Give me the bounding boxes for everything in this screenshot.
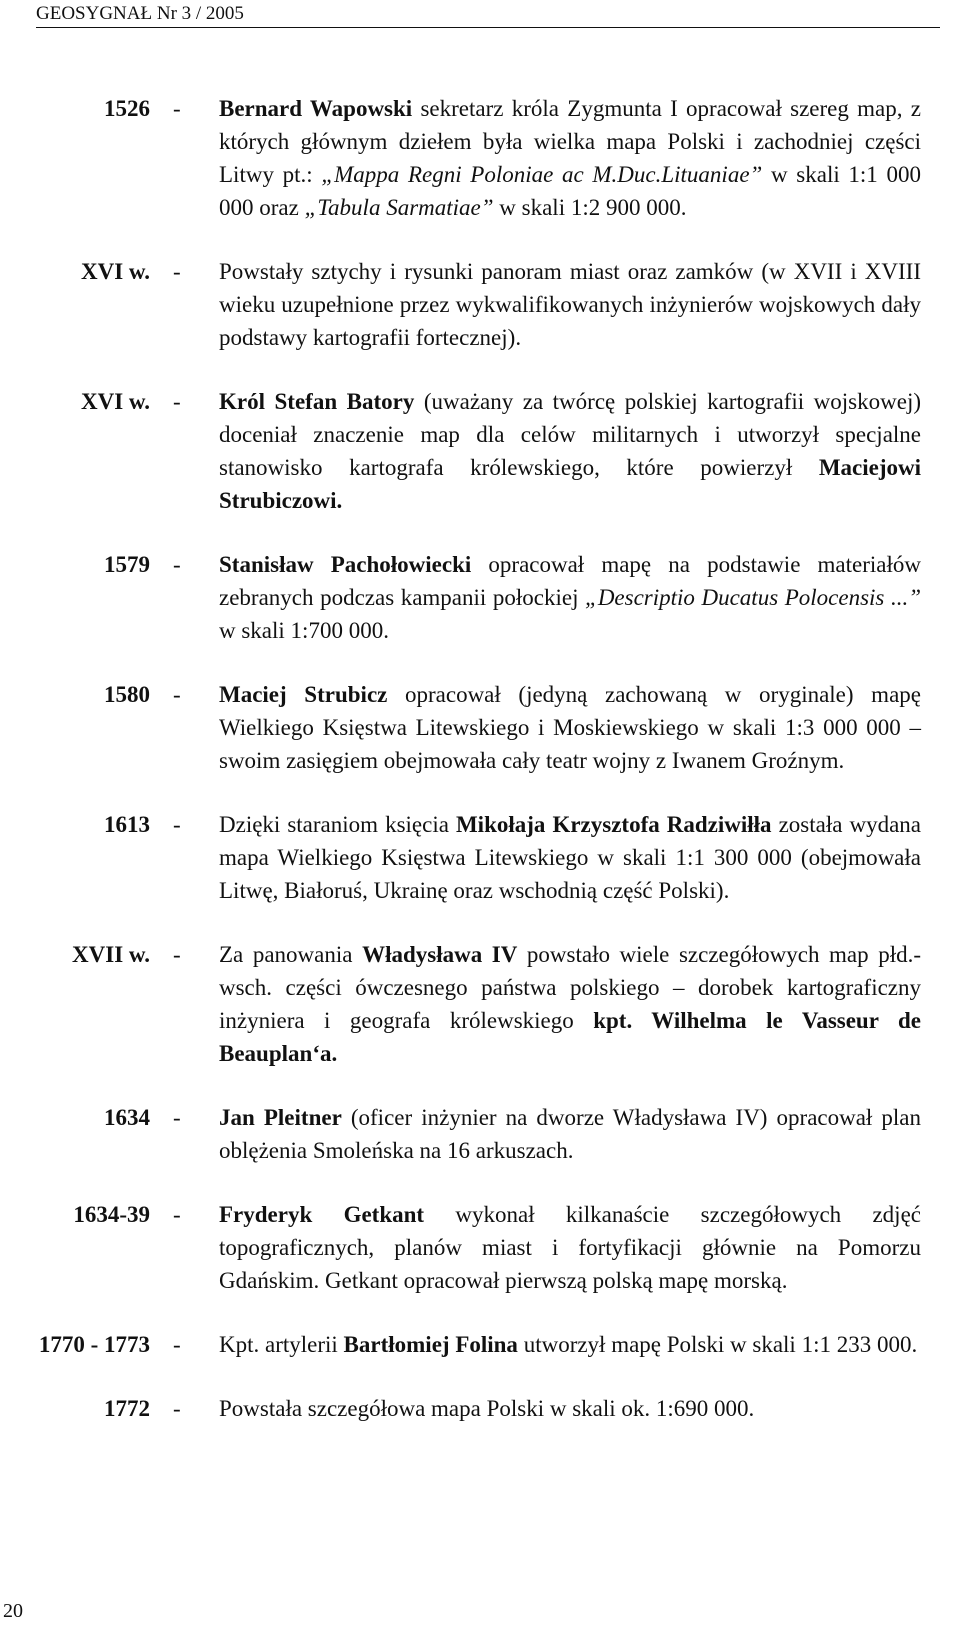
entry-text: Kpt. artylerii Bartłomiej Folina utworzył mapę Polski w skali 1:1 233 000. [219, 1332, 918, 1357]
entry-dash: - [173, 96, 181, 121]
running-header: GEOSYGNAŁ Nr 3 / 2005 [36, 2, 940, 28]
entry-dash: - [173, 389, 181, 414]
entry-dash: - [173, 682, 181, 707]
entry-text: Maciej Strubicz opracował (jedyną zachowaną w oryginale) mapę Wielkiego Księstwa Litewskiego i Moskiewskiego w skali 1:3 000 000 – swoim zasięgiem obejmowała cały teatr wojny z Iwanem Groźnym. [219, 682, 921, 773]
entry-dash: - [173, 1202, 181, 1227]
entry-text: Powstała szczegółowa mapa Polski w skali ok. 1:690 000. [219, 1396, 755, 1421]
entry-text: Fryderyk Getkant wykonał kilkanaście szczegółowych zdjęć topograficznych, planów miast i fortyfikacji głównie na Pomorzu Gdańskim. Getkant opracował pierwszą polską mapę morską. [219, 1202, 921, 1293]
timeline-entry [0, 1392, 960, 1425]
entry-date: 1770 - 1773 [38, 1332, 150, 1357]
entry-date: XVII w. [72, 942, 150, 967]
entry-dash: - [173, 942, 181, 967]
entry-date: 1580 [104, 682, 150, 707]
timeline-entry [0, 1198, 960, 1297]
timeline-entry [0, 808, 960, 907]
entry-dash: - [173, 812, 181, 837]
entry-date: 1634 [104, 1105, 150, 1130]
entry-text: Król Stefan Batory (uważany za twórcę polskiej kartografii wojskowej) doceniał znaczenie map dla celów militarnych i utworzył specjalne stanowisko kartografa królewskiego, które powierzył Maciejowi Strubiczowi. [219, 389, 921, 513]
timeline-entry [0, 385, 960, 517]
entry-dash: - [173, 259, 181, 284]
entry-dash: - [173, 1105, 181, 1130]
entry-date: 1772 [104, 1396, 150, 1421]
entry-dash: - [173, 1396, 181, 1421]
entry-date: XVI w. [80, 389, 150, 414]
entry-date: 1579 [104, 552, 150, 577]
timeline-entry [0, 678, 960, 777]
entry-date: 1613 [104, 812, 150, 837]
entry-text: Dzięki staraniom księcia Mikołaja Krzysztofa Radziwiłła została wydana mapa Wielkiego Księstwa Litewskiego w skali 1:1 300 000 (obejmowała Litwę, Białoruś, Ukrainę oraz wschodnią część Polski). [219, 812, 921, 903]
timeline-entry [0, 92, 960, 224]
entry-text: Stanisław Pachołowiecki opracował mapę na podstawie materiałów zebranych podczas kampanii połockiej „Descriptio Ducatus Polocensis ...” w skali 1:700 000. [219, 552, 921, 643]
entry-date: 1634-39 [73, 1202, 150, 1227]
timeline-entry [0, 548, 960, 647]
entry-text: Za panowania Władysława IV powstało wiele szczegółowych map płd.-wsch. części ówczesnego państwa polskiego – dorobek kartograficzny inżyniera i geografa królewskiego kpt. Wilhelma le Vasseur de Beauplan‘a. [219, 942, 922, 1066]
entry-dash: - [173, 1332, 181, 1357]
entry-text: Jan Pleitner (oficer inżynier na dworze Władysława IV) opracował plan oblężenia Smoleńska na 16 arkuszach. [219, 1105, 921, 1163]
timeline-entry [0, 255, 960, 354]
page-number: 20 [3, 1600, 23, 1622]
entry-dash: - [173, 552, 181, 577]
timeline-entry [0, 1101, 960, 1167]
timeline-list [0, 92, 960, 1456]
entry-date: XVI w. [80, 259, 150, 284]
entry-text: Bernard Wapowski sekretarz króla Zygmunta I opracował szereg map, z których głównym dziełem była wielka mapa Polski i zachodniej części Litwy pt.: „Mappa Regni Poloniae ac M.Duc.Lituaniae” w skali 1:1 000 000 oraz „Tabula Sarmatiae” w skali 1:2 900 000. [219, 96, 921, 220]
entry-date: 1526 [104, 96, 150, 121]
timeline-entry [0, 938, 960, 1070]
timeline-entry [0, 1328, 960, 1361]
entry-text: Powstały sztychy i rysunki panoram miast oraz zamków (w XVII i XVIII wieku uzupełnione przez wykwalifikowanych inżynierów wojskowych dały podstawy kartografii fortecznej). [219, 259, 921, 350]
